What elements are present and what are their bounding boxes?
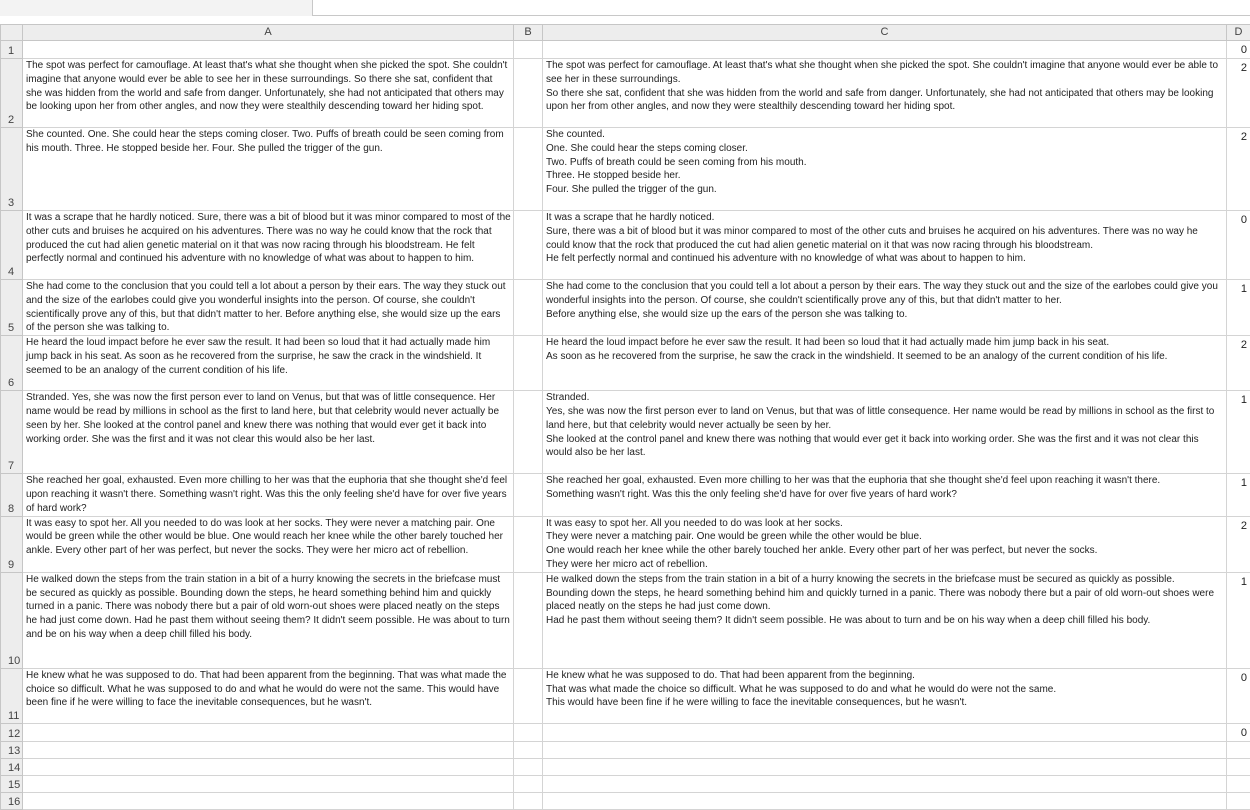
cell-a[interactable]: She reached her goal, exhausted. Even more chilling to her was that the euphoria that she thought she'd feel upon reaching it wasn't there. Something wasn't right. Was this the only feeling she'd have for over five years of hard work? (23, 474, 514, 516)
cell-a[interactable]: The spot was perfect for camouflage. At least that's what she thought when she picked the spot. She couldn't imagine that anyone would ever be able to see her in these surroundings. So there she sat, confident that she was hidden from the world and safe from danger. Unfortunately, she had not anticipated that others may be looking upon her from other angles, and now they were stealthily descending toward her hiding spot. (23, 59, 514, 128)
table-row (1, 128, 1250, 211)
cell-b[interactable] (514, 723, 543, 741)
cell-c[interactable] (543, 758, 1227, 775)
column-header-c[interactable]: C (543, 25, 1227, 41)
cell-d[interactable]: 0 (1227, 211, 1250, 280)
cell-a[interactable]: He heard the loud impact before he ever saw the result. It had been so loud that it had actually made him jump back in his seat. As soon as he recovered from the surprise, he saw the crack in the windshield. It seemed to be an analogy of the current condition of his life. (23, 336, 514, 391)
row-header[interactable]: 12 (1, 723, 23, 741)
cell-c[interactable] (543, 723, 1227, 741)
row-header[interactable]: 11 (1, 668, 23, 723)
cell-c[interactable]: Stranded. Yes, she was now the first person ever to land on Venus, but that was of little consequence. Her name would be read by millions in school as the first to land here, but that celebrity would never actually be seen by her. She looked at the control panel and knew there was nothing that would ever get it back into working order. She was the first and it was not clear this would also be her last. (543, 391, 1227, 474)
row-header[interactable]: 10 (1, 572, 23, 668)
table-row (1, 391, 1250, 474)
cell-a[interactable]: He knew what he was supposed to do. That had been apparent from the beginning. That was what made the choice so difficult. What he was supposed to do and what he would do were not the same. This would have been fine if he were willing to face the inevitable consequences, but he wasn't. (23, 668, 514, 723)
cell-d[interactable] (1227, 792, 1250, 809)
formula-bar[interactable] (312, 0, 1250, 16)
row-header[interactable]: 1 (1, 41, 23, 59)
table-row (1, 775, 1250, 792)
select-all-corner[interactable] (1, 25, 23, 41)
table-row (1, 741, 1250, 758)
cell-b[interactable] (514, 758, 543, 775)
toolbar-strip (0, 0, 1250, 16)
row-header[interactable]: 2 (1, 59, 23, 128)
table-row (1, 668, 1250, 723)
row-header[interactable]: 14 (1, 758, 23, 775)
cell-c[interactable] (543, 41, 1227, 59)
row-header[interactable]: 15 (1, 775, 23, 792)
cell-a[interactable] (23, 741, 514, 758)
cell-b[interactable] (514, 59, 543, 128)
table-row (1, 474, 1250, 516)
cell-b[interactable] (514, 280, 543, 336)
cell-c[interactable]: The spot was perfect for camouflage. At least that's what she thought when she picked the spot. She couldn't imagine that anyone would ever be able to see her in these surroundings. So there she sat, confident that she was hidden from the world and safe from danger. Unfortunately, she had not anticipated that others may be looking upon her from other angles, and now they were stealthily descending toward her hiding spot. (543, 59, 1227, 128)
cell-d[interactable] (1227, 741, 1250, 758)
cell-a[interactable]: It was easy to spot her. All you needed to do was look at her socks. They were never a matching pair. One would be green while the other would be blue. One would reach her knee while the other barely touched her ankle. Every other part of her was perfect, but never the socks. They were her micro act of rebellion. (23, 516, 514, 572)
cell-b[interactable] (514, 41, 543, 59)
table-row (1, 41, 1250, 59)
table-row (1, 59, 1250, 128)
cell-a[interactable] (23, 775, 514, 792)
cell-d[interactable]: 1 (1227, 280, 1250, 336)
cell-c[interactable] (543, 741, 1227, 758)
table-row (1, 792, 1250, 809)
cell-c[interactable] (543, 775, 1227, 792)
cell-b[interactable] (514, 474, 543, 516)
cell-a[interactable]: He walked down the steps from the train station in a bit of a hurry knowing the secrets in the briefcase must be secured as quickly as possible. Bounding down the steps, he heard something behind him and quickly turned in a panic. There was nobody there but a pair of old worn-out shoes were placed neatly on the steps he had just come down. Had he past them without seeing them? It didn't seem possible. He was about to turn and be on his way when a deep chill filled his body. (23, 572, 514, 668)
cell-c[interactable]: He knew what he was supposed to do. That had been apparent from the beginning. That was what made the choice so difficult. What he was supposed to do and what he would do were not the same. This would have been fine if he were willing to face the inevitable consequences, but he wasn't. (543, 668, 1227, 723)
row-header[interactable]: 4 (1, 211, 23, 280)
cell-c[interactable]: It was easy to spot her. All you needed to do was look at her socks. They were never a matching pair. One would be green while the other would be blue. One would reach her knee while the other barely touched her ankle. Every other part of her was perfect, but never the socks. They were her micro act of rebellion. (543, 516, 1227, 572)
row-header[interactable]: 8 (1, 474, 23, 516)
table-row (1, 211, 1250, 280)
table-row (1, 572, 1250, 668)
cell-d[interactable] (1227, 758, 1250, 775)
cell-c[interactable]: She had come to the conclusion that you could tell a lot about a person by their ears. The way they stuck out and the size of the earlobes could give you wonderful insights into the person. Of course, she couldn't scientifically prove any of this, but that didn't matter to her. Before anything else, she would size up the ears of the person she was talking to. (543, 280, 1227, 336)
cell-b[interactable] (514, 792, 543, 809)
row-header[interactable]: 7 (1, 391, 23, 474)
column-header-a[interactable]: A (23, 25, 514, 41)
spreadsheet-grid (0, 24, 1250, 810)
cell-b[interactable] (514, 516, 543, 572)
cell-b[interactable] (514, 211, 543, 280)
cell-a[interactable] (23, 41, 514, 59)
table-row (1, 336, 1250, 391)
column-header-d[interactable]: D (1227, 25, 1250, 41)
cell-c[interactable]: She reached her goal, exhausted. Even more chilling to her was that the euphoria that she thought she'd feel upon reaching it wasn't there. Something wasn't right. Was this the only feeling she'd have for over five years of hard work? (543, 474, 1227, 516)
cell-b[interactable] (514, 391, 543, 474)
row-header[interactable]: 9 (1, 516, 23, 572)
cell-c[interactable]: He walked down the steps from the train station in a bit of a hurry knowing the secrets in the briefcase must be secured as quickly as possible. Bounding down the steps, he heard something behind him and quickly turned in a panic. There was nobody there but a pair of old worn-out shoes were placed neatly on the steps he had just come down. Had he past them without seeing them? It didn't seem possible. He was about to turn and be on his way when a deep chill filled his body. (543, 572, 1227, 668)
cell-c[interactable] (543, 792, 1227, 809)
cell-d[interactable]: 0 (1227, 723, 1250, 741)
row-header[interactable]: 13 (1, 741, 23, 758)
cell-c[interactable]: It was a scrape that he hardly noticed. Sure, there was a bit of blood but it was minor compared to most of the other cuts and bruises he acquired on his adventures. There was no way he could know that the rock that produced the cut had alien genetic material on it that was now racing through his bloodstream. He felt perfectly normal and continued his adventure with no knowledge of what was about to happen to him. (543, 211, 1227, 280)
cell-b[interactable] (514, 128, 543, 211)
column-header-b[interactable]: B (514, 25, 543, 41)
cell-a[interactable] (23, 723, 514, 741)
cell-d[interactable]: 2 (1227, 336, 1250, 391)
cell-a[interactable]: Stranded. Yes, she was now the first person ever to land on Venus, but that was of little consequence. Her name would be read by millions in school as the first to land here, but that celebrity would never actually be seen by her. She looked at the control panel and knew there was nothing that would ever get it back into working order. She was the first and it was not clear this would also be her last. (23, 391, 514, 474)
cell-d[interactable]: 1 (1227, 391, 1250, 474)
cell-d[interactable]: 1 (1227, 572, 1250, 668)
cell-d[interactable]: 0 (1227, 41, 1250, 59)
row-header[interactable]: 16 (1, 792, 23, 809)
cell-a[interactable]: She counted. One. She could hear the steps coming closer. Two. Puffs of breath could be seen coming from his mouth. Three. He stopped beside her. Four. She pulled the trigger of the gun. (23, 128, 514, 211)
cell-b[interactable] (514, 572, 543, 668)
cell-d[interactable]: 2 (1227, 59, 1250, 128)
cell-a[interactable] (23, 758, 514, 775)
cell-d[interactable]: 2 (1227, 128, 1250, 211)
cell-d[interactable]: 0 (1227, 668, 1250, 723)
cell-d[interactable]: 2 (1227, 516, 1250, 572)
cell-c[interactable]: He heard the loud impact before he ever saw the result. It had been so loud that it had actually made him jump back in his seat. As soon as he recovered from the surprise, he saw the crack in the windshield. It seemed to be an analogy of the current condition of his life. (543, 336, 1227, 391)
table-row (1, 723, 1250, 741)
cell-b[interactable] (514, 336, 543, 391)
row-header[interactable]: 5 (1, 280, 23, 336)
row-header[interactable]: 3 (1, 128, 23, 211)
cell-b[interactable] (514, 741, 543, 758)
cell-d[interactable]: 1 (1227, 474, 1250, 516)
cell-a[interactable]: It was a scrape that he hardly noticed. Sure, there was a bit of blood but it was minor compared to most of the other cuts and bruises he acquired on his adventures. There was no way he could know that the rock that produced the cut had alien genetic material on it that was now racing through his bloodstream. He felt perfectly normal and continued his adventure with no knowledge of what was about to happen to him. (23, 211, 514, 280)
column-header-row (1, 25, 1250, 41)
cell-d[interactable] (1227, 775, 1250, 792)
table-row (1, 280, 1250, 336)
cell-a[interactable]: She had come to the conclusion that you could tell a lot about a person by their ears. The way they stuck out and the size of the earlobes could give you wonderful insights into the person. Of course, she couldn't scientifically prove any of this, but that didn't matter to her. Before anything else, she would size up the ears of the person she was talking to. (23, 280, 514, 336)
row-header[interactable]: 6 (1, 336, 23, 391)
table-row (1, 516, 1250, 572)
spreadsheet (0, 24, 1250, 810)
cell-c[interactable]: She counted. One. She could hear the steps coming closer. Two. Puffs of breath could be seen coming from his mouth. Three. He stopped beside her. Four. She pulled the trigger of the gun. (543, 128, 1227, 211)
table-row (1, 758, 1250, 775)
cell-b[interactable] (514, 668, 543, 723)
cell-b[interactable] (514, 775, 543, 792)
cell-a[interactable] (23, 792, 514, 809)
